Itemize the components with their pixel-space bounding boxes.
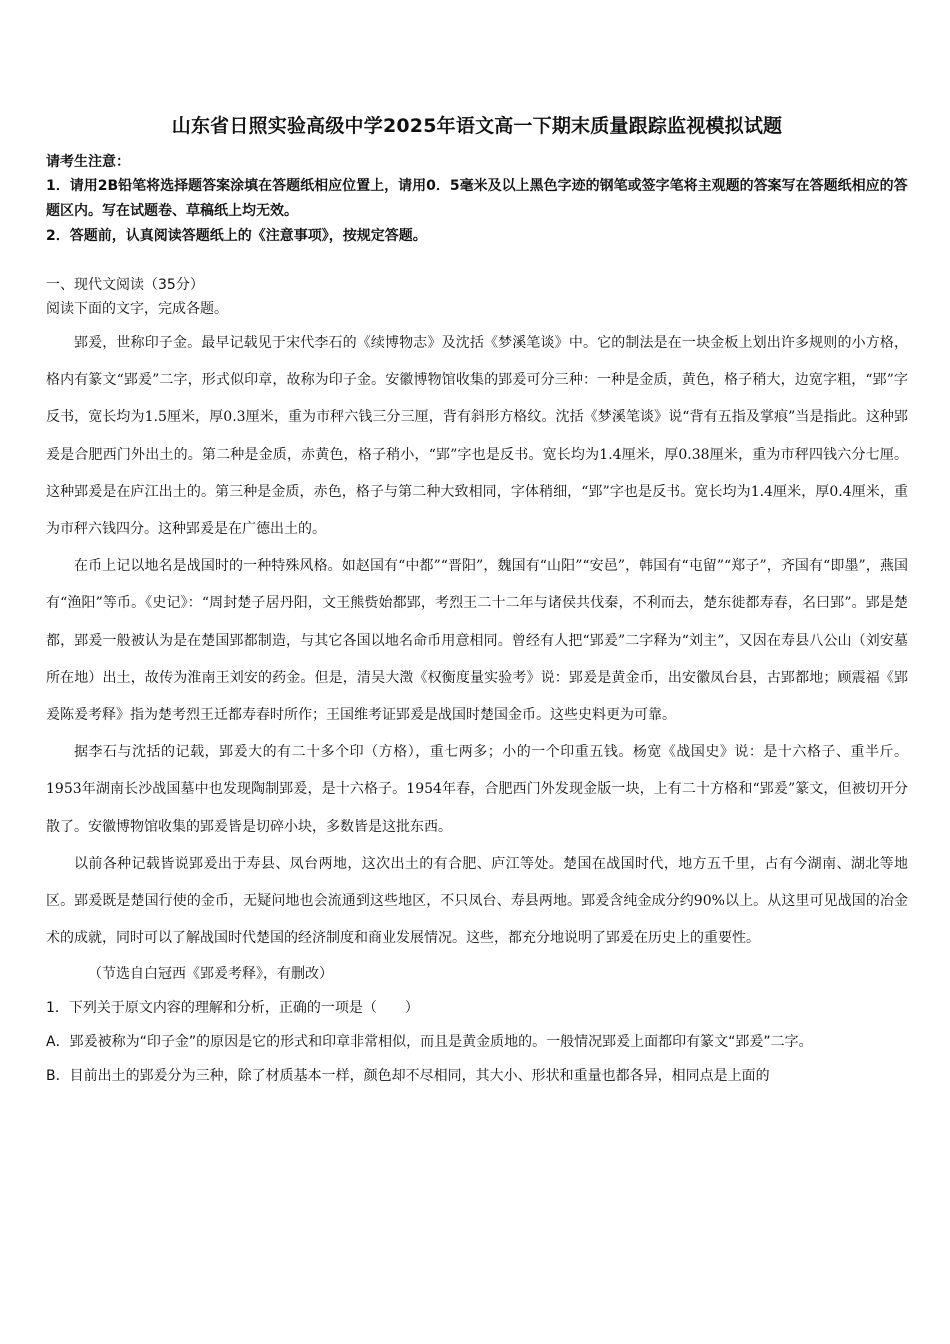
passage-paragraph-3: 据李石与沈括的记载，郢爰大的有二十多个印（方格），重七两多；小的一个印重五钱。杨宽《战国史》说：是十六格子、重半斤。1953年湖南长沙战国墓中也发现陶制郢爰，是十六格子。1954年春，合肥西门外发现金版一块，上有二十方格和“郢爰”篆文，但被切开分散了。安徽博物馆收集的郢爰皆是切碎小块，多数皆是这批东西。 (46, 744, 908, 835)
spacer (46, 249, 908, 273)
notice-heading: 请考生注意： (46, 154, 130, 170)
option-b: B．目前出土的郢爰分为三种，除了材质基本一样，颜色却不尽相同，其大小、形状和重量也都各异，相同点是上面的 (46, 1068, 770, 1085)
notice-item-2: 2．答题前，认真阅读答题纸上的《注意事项》，按规定答题。 (46, 228, 427, 244)
exam-title: 山东省日照实验高级中学2025年语文高一下期末质量跟踪监视模拟试题 (171, 115, 783, 137)
section-title: 一、现代文阅读（35分） (46, 277, 204, 293)
reading-instruction: 阅读下面的文字，完成各题。 (46, 301, 228, 317)
option-a: A．郢爰被称为“印子金”的原因是它的形式和印章非常相似，而且是黄金质地的。一般情况郢爰上面都印有篆文“郢爰”二字。 (46, 1034, 813, 1051)
question-stem: 1．下列关于原文内容的理解和分析，正确的一项是（ ） (46, 1000, 419, 1017)
passage-source: （节选自白冠西《郢爰考释》，有删改） (88, 966, 333, 983)
notice-item-1: 1．请用2B铅笔将选择题答案涂填在答题纸相应位置上，请用0．5毫米及以上黑色字迹的钢笔或签字笔将主观题的答案写在答题纸相应的答题区内。写在试题卷、草稿纸上均无效。 (46, 178, 908, 219)
passage-paragraph-1: 郢爰，世称印子金。最早记载见于宋代李石的《续博物志》及沈括《梦溪笔谈》中。它的制法是在一块金板上划出许多规则的小方格，格内有篆文“郢爰”二字，形式似印章，故称为印子金。安徽博物馆收集的郢爰可分三种：一种是金质，黄色，格子稍大，边宽字粗，“郢”字反书，宽长均为1.5厘米，厚0.3厘米，重为市秤六钱三分三厘，背有斜形方格纹。沈括《梦溪笔谈》说“背有五指及掌痕”当是指此。这种郢爰是合肥西门外出土的。第二种是金质，赤黄色，格子稍小，“郢”字也是反书。宽长均为1.4厘米，厚0.38厘米，重为市秤四钱六分七厘。这种郢爰是在庐江出土的。第三种是金质，赤色，格子与第二种大致相同，字体稍细，“郢”字也是反书。宽长均为1.4厘米，厚0.4厘米，重为市秤六钱四分。这种郢爰是在广德出土的。 (46, 335, 908, 538)
passage-paragraph-2: 在币上记以地名是战国时的一种特殊风格。如赵国有“中都”“晋阳”，魏国有“山阳”“安邑”，韩国有“屯留”“郑子”，齐国有“即墨”，燕国有“渔阳”等币。《史记》：“周封楚子居丹阳，文王熊赀始都郢，考烈王二十二年与诸侯共伐秦，不利而去，楚东徙都寿春，名曰郢”。郢是楚都，郢爰一般被认为是在楚国郢都制造，与其它各国以地名命币用意相同。曾经有人把“郢爰”二字释为“刘主”，又因在寿县八公山（刘安墓所在地）出土，故传为淮南王刘安的药金。但是，清吴大澂《权衡度量实验考》说：郢爰是黄金币，出安徽凤台县，古郢都地；顾震福《郢爰陈爰考释》指为楚考烈王迁都寿春时所作；王国维考证郢爰是战国时楚国金币。这些史料更为可靠。 (46, 558, 908, 724)
exam-page (46, 112, 908, 1093)
passage-paragraph-4: 以前各种记载皆说郢爰出于寿县、凤台两地，这次出土的有合肥、庐江等处。楚国在战国时代，地方五千里，占有今湖南、湖北等地区。郢爰既是楚国行使的金币，无疑问地也会流通到这些地区，不只凤台、寿县两地。郢爰含纯金成分约90%以上。从这里可见战国的冶金术的成就，同时可以了解战国时代楚国的经济制度和商业发展情况。这些，都充分地说明了郢爰在历史上的重要性。 (46, 855, 908, 947)
